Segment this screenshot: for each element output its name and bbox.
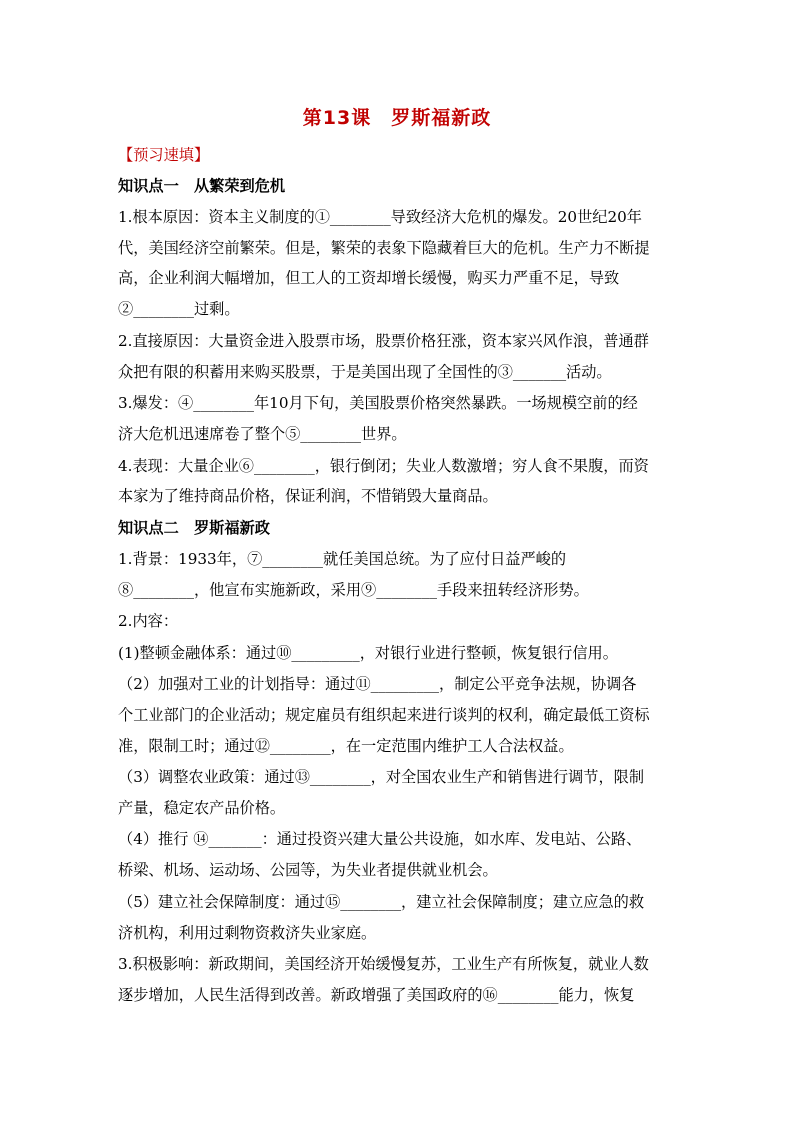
- text-line: 高，企业利润大幅增加，但工人的工资却增长缓慢，购买力严重不足，导致: [118, 269, 620, 287]
- page-title: 第13课 罗斯福新政: [302, 107, 492, 129]
- text-line: ⑧________，他宣布实施新政，采用⑨________手段来扭转经济形势。: [118, 581, 589, 599]
- text-line: （5）建立社会保障制度：通过⑮________，建立社会保障制度；建立应急的救: [118, 893, 645, 911]
- text-line: 桥梁、机场、运动场、公园等，为失业者提供就业机会。: [118, 861, 498, 879]
- section-heading: 知识点二 罗斯福新政: [118, 519, 270, 537]
- text-line: 本家为了维持商品价格，保证利润，不惜销毁大量商品。: [118, 487, 498, 505]
- section-heading: 知识点一 从繁荣到危机: [118, 177, 286, 195]
- text-line: 产量，稳定农产品价格。: [118, 799, 286, 817]
- text-line: 济机构，利用过剩物资救济失业家庭。: [118, 924, 377, 942]
- preview-label: 【预习速填】: [118, 146, 210, 164]
- text-line: 代，美国经济空前繁荣。但是，繁荣的表象下隐藏着巨大的危机。生产力不断提: [118, 239, 650, 257]
- text-line: 逐步增加，人民生活得到改善。新政增强了美国政府的⑯________能力，恢复: [118, 986, 635, 1004]
- text-line: 众把有限的积蓄用来购买股票，于是美国出现了全国性的③_______活动。: [118, 363, 612, 381]
- text-line: 2.直接原因：大量资金进入股票市场，股票价格狂涨，资本家兴风作浪，普通群: [118, 332, 649, 350]
- text-line: (1)整顿金融体系：通过⑩_________，对银行业进行整顿，恢复银行信用。: [118, 644, 618, 662]
- text-line: 4.表现：大量企业⑥________，银行倒闭；失业人数激增；穷人食不果腹，而资: [118, 457, 649, 475]
- text-line: 3.积极影响：新政期间，美国经济开始缓慢复苏，工业生产有所恢复，就业人数: [118, 955, 649, 973]
- text-line: （2）加强对工业的计划指导：通过⑪_________，制定公平竞争法规，协调各: [118, 675, 637, 693]
- text-line: 2.内容：: [118, 612, 179, 630]
- text-line: 1.背景：1933年，⑦________就任美国总统。为了应付日益严峻的: [118, 550, 567, 568]
- text-line: ②________过剩。: [118, 300, 240, 318]
- text-line: 3.爆发：④________年10月下旬，美国股票价格突然暴跌。一场规模空前的经: [118, 394, 638, 412]
- text-line: （4）推行 ⑭_______：通过投资兴建大量公共设施，如水库、发电站、公路、: [118, 830, 642, 848]
- text-line: 济大危机迅速席卷了整个⑤________世界。: [118, 425, 407, 443]
- text-line: 个工业部门的企业活动；规定雇员有组织起来进行谈判的权利，确定最低工资标: [118, 706, 650, 724]
- text-line: 1.根本原因：资本主义制度的①________导致经济大危机的爆发。20世纪20年: [118, 208, 642, 226]
- text-line: 准，限制工时；通过⑫________，在一定范围内维护工人合法权益。: [118, 737, 574, 755]
- text-line: （3）调整农业政策：通过⑬________，对全国农业生产和销售进行调节，限制: [118, 768, 645, 786]
